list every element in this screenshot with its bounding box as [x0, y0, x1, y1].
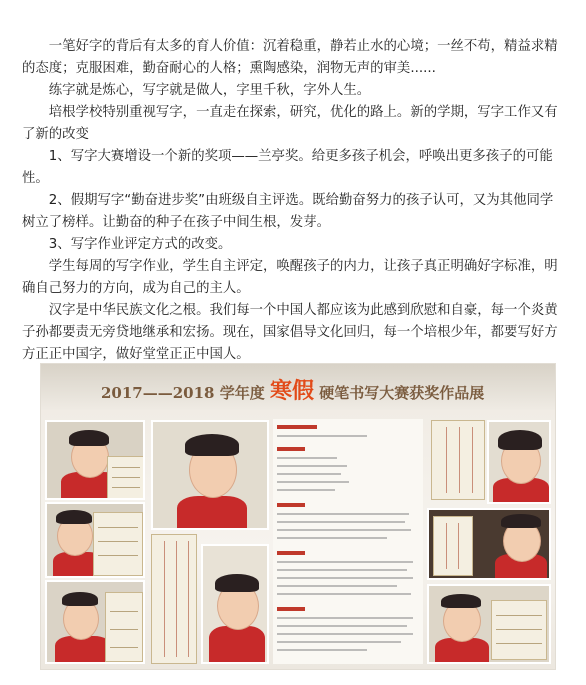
student-photo-7 [427, 508, 551, 580]
poster-title [101, 374, 484, 405]
paragraph-2: 练字就是炼心，写字就是做人，字里千秋，字外人生。 [22, 83, 371, 98]
student-photo-3 [45, 580, 145, 664]
calligraphy-work-1 [151, 534, 197, 664]
student-photo-6 [487, 420, 551, 504]
paragraph-6: 3、写字作业评定方式的改变。 [22, 237, 232, 252]
student-photo-2 [45, 502, 145, 578]
award-winners-list [273, 419, 423, 664]
student-photo-8 [427, 584, 551, 664]
paragraph-7: 学生每周的写字作业，学生自主评定，唤醒孩子的内力，让孩子真正明确好字标准，明确自己努力的方向，成为自己的主人。 [22, 259, 558, 296]
student-photo-1 [45, 420, 145, 500]
calligraphy-work-2 [431, 420, 485, 500]
poster-title-suffix: 硬笔书写大赛获奖作品展 [319, 384, 485, 402]
paragraph-3: 培根学校特别重视写字，一直走在探索，研究，优化的路上。新的学期，写字工作又有了新的改变 [22, 105, 558, 142]
paragraph-8: 汉字是中华民族文化之根。我们每一个中国人都应该为此感到欣慰和自豪，每一个炎黄子孙都要责无旁贷地继承和宏扬。现在，国家倡导文化回归，每一个培根少年，都要写好方方正正中国字，做好堂堂正正中国人。 [22, 303, 558, 362]
paragraph-4: 1、写字大赛增设一个新的奖项——兰亭奖。给更多孩子机会，呼唤出更多孩子的可能性。 [22, 149, 553, 186]
poster-banner [41, 364, 555, 410]
award-exhibition-poster [40, 363, 556, 670]
paragraph-5: 2、假期写字“勤奋进步奖”由班级自主评选。既给勤奋努力的孩子认可，又为其他同学树立了榜样。让勤奋的种子在孩子中间生根，发芽。 [22, 193, 554, 230]
paragraph-1: 一笔好字的背后有太多的育人价值：沉着稳重，静若止水的心境；一丝不苟，精益求精的态度；克服困难，勤奋耐心的人格；熏陶感染，润物无声的审美...... [22, 39, 558, 76]
poster-title-prefix: 2017——2018 学年度 [101, 384, 265, 402]
poster-title-highlight: 寒假 [269, 378, 314, 404]
student-photo-5 [201, 544, 269, 664]
student-photo-4 [151, 420, 269, 530]
